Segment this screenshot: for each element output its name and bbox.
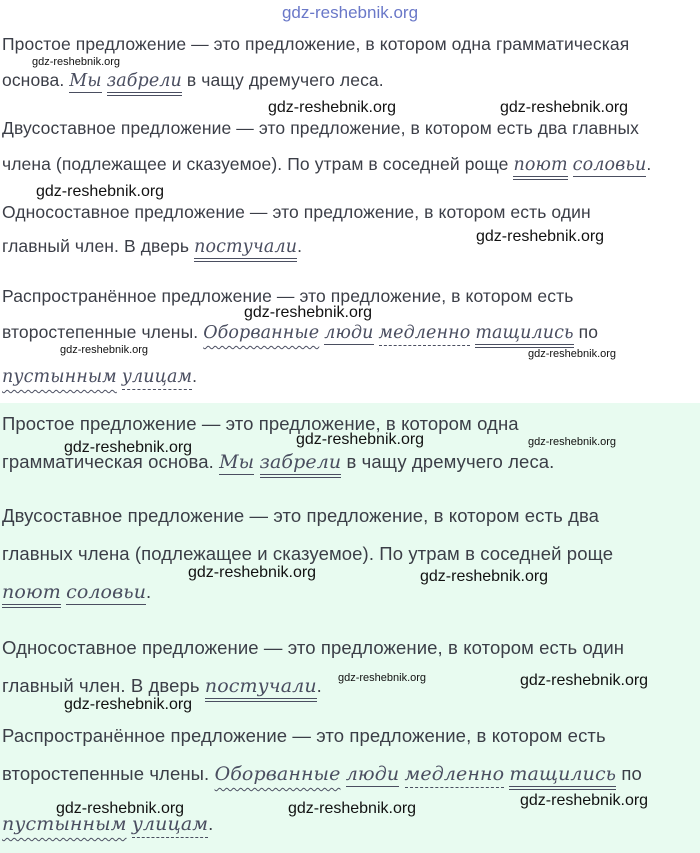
watermark: gdz-reshebnik.org bbox=[268, 99, 397, 116]
watermark: gdz-reshebnik.org bbox=[420, 568, 549, 585]
p1-text: грамматическая основа. bbox=[2, 451, 214, 472]
watermark: gdz-reshebnik.org bbox=[528, 348, 617, 360]
p1-text-post: в чащу дремучего леса. bbox=[186, 70, 384, 90]
p2-line2: главных члена (подлежащее и сказуемое). По утрам в соседней роще bbox=[2, 543, 614, 564]
p3-predicate: постучали bbox=[194, 237, 297, 262]
p3-line1: Односоставное предложение — это предложение, в котором есть один bbox=[2, 637, 625, 658]
p1-line1: Простое предложение — это предложение, в котором одна грамматическая bbox=[2, 34, 630, 54]
p2-line2 bbox=[2, 154, 651, 180]
p3-period: . bbox=[297, 236, 303, 256]
watermark: gdz-reshebnik.org bbox=[528, 436, 617, 448]
p3-predicate: постучали bbox=[205, 675, 317, 702]
p4-subject: люди bbox=[324, 323, 374, 343]
p4-line1: Распространённое предложение — это предложение, в котором есть bbox=[2, 286, 574, 306]
watermark: gdz-reshebnik.org bbox=[244, 304, 373, 321]
watermark: gdz-reshebnik.org bbox=[338, 672, 427, 684]
p1-text-post: в чащу дремучего леса. bbox=[346, 451, 555, 472]
watermark: gdz-reshebnik.org bbox=[288, 800, 417, 817]
p4-line3 bbox=[2, 366, 197, 390]
p2-line1: Двусоставное предложение — это предложение, в котором есть два главных bbox=[2, 118, 640, 138]
p1-subject: Мы bbox=[219, 451, 255, 473]
p4-period: . bbox=[192, 366, 198, 386]
p4-adverbial-2: улицам bbox=[132, 813, 208, 838]
watermark: gdz-reshebnik.org bbox=[60, 344, 149, 356]
p1-line1: Простое предложение — это предложение, в котором одна bbox=[2, 413, 519, 434]
p4-line2 bbox=[2, 763, 642, 790]
p4-adverbial: медленно bbox=[405, 763, 505, 788]
watermark: gdz-reshebnik.org bbox=[64, 696, 193, 713]
p2-line1: Двусоставное предложение — это предложение, в котором есть два bbox=[2, 505, 600, 526]
watermark: gdz-reshebnik.org bbox=[500, 99, 629, 116]
watermark: gdz-reshebnik.org bbox=[32, 56, 121, 68]
watermark: gdz-reshebnik.org bbox=[56, 800, 185, 817]
watermark: gdz-reshebnik.org bbox=[188, 564, 317, 581]
p2-subject: соловьи bbox=[572, 155, 647, 175]
p4-attribute: Оборванные bbox=[214, 763, 341, 785]
watermark: gdz-reshebnik.org bbox=[36, 183, 165, 200]
p4-adverbial-2: улицам bbox=[122, 367, 192, 390]
p2-predicate: поют bbox=[2, 581, 61, 608]
p4-text: второстепенные члены. bbox=[2, 322, 199, 342]
p3-line1: Односоставное предложение — это предложение, в котором есть один bbox=[2, 202, 591, 222]
p4-text: второстепенные члены. bbox=[2, 763, 210, 784]
p2-period: . bbox=[646, 154, 652, 174]
p2-subject: соловьи bbox=[66, 581, 147, 603]
p4-period: . bbox=[208, 813, 214, 834]
p2-line3 bbox=[2, 581, 151, 608]
site-link[interactable]: gdz-reshebnik.org bbox=[281, 3, 419, 22]
p4-predicate: тащились bbox=[509, 763, 616, 790]
answer-block-original bbox=[0, 26, 700, 403]
p1-text: основа. bbox=[2, 70, 65, 90]
watermark: gdz-reshebnik.org bbox=[476, 228, 605, 245]
site-header[interactable] bbox=[0, 0, 700, 26]
answer-block-highlighted bbox=[0, 403, 700, 853]
p4-text-post: по bbox=[621, 763, 642, 784]
p3-line2 bbox=[2, 236, 302, 262]
watermark: gdz-reshebnik.org bbox=[296, 431, 425, 448]
watermark: gdz-reshebnik.org bbox=[520, 672, 649, 689]
p1-subject: Мы bbox=[69, 71, 102, 91]
p1-predicate: забрели bbox=[260, 451, 342, 478]
p4-attribute-2: пустынным bbox=[2, 367, 117, 387]
p3-text: главный член. В дверь bbox=[2, 675, 200, 696]
p4-adverbial: медленно bbox=[379, 323, 471, 346]
p4-subject: люди bbox=[345, 763, 400, 785]
p1-predicate: забрели bbox=[107, 71, 182, 96]
p4-line1: Распространённое предложение — это предложение, в котором есть bbox=[2, 725, 606, 746]
p4-attribute-2: пустынным bbox=[2, 813, 127, 835]
p1-line2 bbox=[2, 70, 384, 96]
watermark: gdz-reshebnik.org bbox=[64, 439, 193, 456]
p3-period: . bbox=[316, 675, 322, 696]
p2-period: . bbox=[146, 581, 152, 602]
p2-predicate: поют bbox=[513, 155, 567, 180]
watermark: gdz-reshebnik.org bbox=[520, 792, 649, 809]
p3-text: главный член. В дверь bbox=[2, 236, 190, 256]
p2-text: члена (подлежащее и сказуемое). По утрам в соседней роще bbox=[2, 154, 509, 174]
p4-predicate: тащились bbox=[475, 323, 573, 348]
p4-attribute: Оборванные bbox=[203, 323, 320, 343]
p4-text-post: по bbox=[578, 322, 599, 342]
